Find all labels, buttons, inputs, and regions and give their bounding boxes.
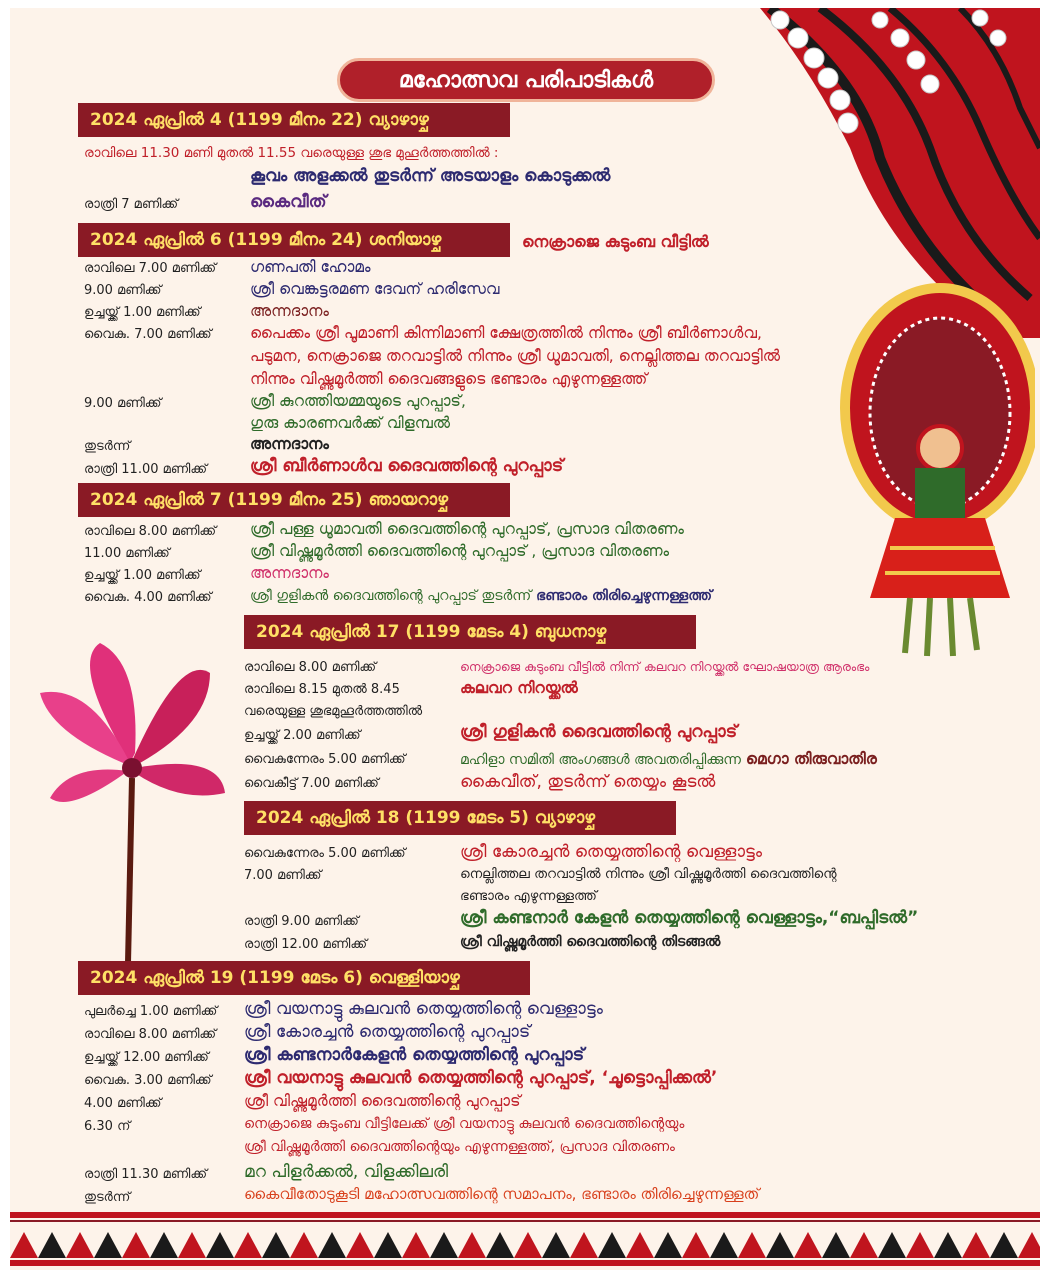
- event-text: കൂവം അളക്കൽ തുടർന്ന് അടയാളം കൊടുക്കൽ: [250, 166, 611, 186]
- event-text: ശ്രീ ബീർണാൾവ ദൈവത്തിന്റെ പുറപ്പാട്: [250, 456, 564, 476]
- border-triangle: [318, 1232, 346, 1258]
- event-text: ശ്രീ വയനാട്ടു കുലവൻ തെയ്യത്തിന്റെ വെള്ളാട്ടം: [244, 999, 603, 1019]
- time-label: 6.30 ന്: [84, 1119, 131, 1134]
- border-triangle: [94, 1232, 122, 1258]
- theyyam-figure-icon: [835, 278, 1035, 658]
- time-label: പുലർച്ചെ 1.00 മണിക്ക്: [84, 1004, 218, 1019]
- event-text: ഗുരു കാരണവർക്ക് വിളമ്പൽ: [250, 414, 451, 432]
- border-triangle: [738, 1232, 766, 1258]
- event-text: ശ്രീ വയനാട്ടു കുലവൻ തെയ്യത്തിന്റെ പുറപ്പാട്, ‘ചൂട്ടൊപ്പിക്കൽ’: [244, 1068, 718, 1088]
- border-triangle: [822, 1232, 850, 1258]
- event-text: ഭണ്ടാരം എഴുന്നള്ളത്ത്: [460, 888, 597, 904]
- time-label: രാത്രി 12.00 മണിക്ക്: [244, 937, 368, 952]
- venue-text: നെക്രാജെ കുടുംബ വീട്ടിൽ: [522, 232, 709, 251]
- time-label: വൈകീട്ട് 7.00 മണിക്ക്: [244, 776, 379, 791]
- frangipani-flower-icon: [10, 623, 250, 963]
- section-heading: 2024 ഏപ്രിൽ 6 (1199 മീനം 24) ശനിയാഴ്ച: [78, 223, 510, 257]
- event-text: ശ്രീ വിഷ്ണുമൂർത്തി ദൈവത്തിന്റെയും എഴുന്നള്ളത്ത്, പ്രസാദ വിതരണം: [244, 1139, 675, 1155]
- border-triangle: [66, 1232, 94, 1258]
- border-triangle: [262, 1232, 290, 1258]
- time-label: രാത്രി 9.00 മണിക്ക്: [244, 914, 359, 929]
- event-text: അന്നദാനം: [250, 302, 329, 320]
- border-triangle: [906, 1232, 934, 1258]
- border-triangle: [570, 1232, 598, 1258]
- border-triangle: [290, 1232, 318, 1258]
- border-triangle: [234, 1232, 262, 1258]
- border-triangle: [542, 1232, 570, 1258]
- section-heading: 2024 ഏപ്രിൽ 7 (1199 മീനം 25) ഞായറാഴ്ച: [78, 483, 510, 517]
- event-text: നെല്ലിത്തല തറവാട്ടിൽ നിന്നും ശ്രീ വിഷ്ണുമൂർത്തി ദൈവത്തിന്റെ: [460, 866, 837, 882]
- border-triangle: [1018, 1232, 1040, 1258]
- section-heading: 2024 ഏപ്രിൽ 18 (1199 മേടം 5) വ്യാഴാഴ്ച: [244, 801, 676, 835]
- event-text: [460, 750, 877, 769]
- event-text: നെക്രാജെ കുടുംബ വീട്ടിൽ നിന്ന് കലവറ നിറയ്ക്കൽ ഘോഷയാത്ര ആരംഭം: [460, 659, 870, 674]
- border-triangle: [962, 1232, 990, 1258]
- section-heading: 2024 ഏപ്രിൽ 17 (1199 മേടം 4) ബുധനാഴ്ച: [244, 615, 696, 649]
- time-label: വൈകു. 3.00 മണിക്ക്: [84, 1073, 212, 1088]
- time-label: തുടർന്ന്: [84, 439, 131, 454]
- border-triangle: [626, 1232, 654, 1258]
- border-triangle: [794, 1232, 822, 1258]
- time-label: തുടർന്ന്: [84, 1190, 131, 1205]
- border-triangle: [514, 1232, 542, 1258]
- border-triangle: [766, 1232, 794, 1258]
- event-part-bold: മെഗാ തിരുവാതിര: [745, 750, 877, 768]
- section-heading: 2024 ഏപ്രിൽ 4 (1199 മീനം 22) വ്യാഴാഴ്ച: [78, 103, 510, 137]
- event-text: ശ്രീ കണ്ടനാർകേളൻ തെയ്യത്തിന്റെ പുറപ്പാട്: [244, 1045, 585, 1065]
- event-text: [250, 586, 712, 604]
- time-label: വൈകു. 4.00 മണിക്ക്: [84, 590, 212, 605]
- time-label: 9.00 മണിക്ക്: [84, 396, 162, 411]
- border-triangle: [374, 1232, 402, 1258]
- time-label: 11.00 മണിക്ക്: [84, 546, 170, 561]
- border-triangle: [486, 1232, 514, 1258]
- event-text: ശ്രീ വിഷ്ണുമൂർത്തി ദൈവത്തിന്റെ പുറപ്പാട് , പ്രസാദ വിതരണം: [250, 542, 670, 560]
- border-triangle: [346, 1232, 374, 1258]
- event-part: മഹിളാ സമിതി അംഗങ്ങൾ അവതരിപ്പിക്കുന്ന: [460, 752, 741, 768]
- border-triangle: [10, 1232, 38, 1258]
- event-text: ശ്രീ വെങ്കട്ടരമണ ദേവന് ഹരിസേവ: [250, 280, 500, 298]
- time-label: രാവിലെ 8.15 മുതൽ 8.45: [244, 682, 400, 697]
- time-label: രാവിലെ 8.00 മണിക്ക്: [84, 524, 217, 539]
- border-triangle: [990, 1232, 1018, 1258]
- event-text: കൈവീതോടുകൂടി മഹോത്സവത്തിന്റെ സമാപനം, ഭണ്ടാരം തിരിച്ചെഴുന്നള്ളത്: [244, 1185, 760, 1203]
- event-text: ശ്രീ കോരച്ചൻ തെയ്യത്തിന്റെ വെള്ളാട്ടം: [460, 842, 763, 862]
- time-label: 9.00 മണിക്ക്: [84, 283, 162, 298]
- event-text: ശ്രീ കോരച്ചൻ തെയ്യത്തിന്റെ പുറപ്പാട്: [244, 1022, 531, 1042]
- time-label: വൈകു. 7.00 മണിക്ക്: [84, 327, 212, 342]
- event-text: അന്നദാനം: [250, 564, 329, 582]
- border-triangle: [654, 1232, 682, 1258]
- time-label: ഉച്ചയ്ക്ക് 12.00 മണിക്ക്: [84, 1050, 209, 1065]
- time-label: രാവിലെ 8.00 മണിക്ക്: [244, 660, 377, 675]
- time-label: വൈകുന്നേരം 5.00 മണിക്ക്: [244, 846, 406, 861]
- time-label: വൈകുന്നേരം 5.00 മണിക്ക്: [244, 752, 406, 767]
- event-text: ശ്രീ വിഷ്ണുമൂർത്തി ദൈവത്തിന്റെ തിടങ്ങൽ: [460, 934, 721, 950]
- poster-page: [10, 8, 1040, 1270]
- event-text: ശ്രീ കുറത്തിയമ്മയുടെ പുറപ്പാട്,: [250, 392, 466, 410]
- event-text: ശ്രീ ഗുളികൻ ദൈവത്തിന്റെ പുറപ്പാട്: [460, 722, 738, 742]
- event-part-bold: ഭണ്ടാരം തിരിച്ചെഴുന്നള്ളത്ത്: [536, 588, 712, 604]
- event-part: ശ്രീ ഗുളികൻ ദൈവത്തിന്റെ പുറപ്പാട് തുടർന്ന്: [250, 588, 532, 604]
- event-text: അന്നദാനം: [250, 435, 329, 453]
- time-label: ഉച്ചയ്ക്ക് 2.00 മണിക്ക്: [244, 728, 361, 743]
- time-label: രാത്രി 11.00 മണിക്ക്: [84, 462, 208, 477]
- border-triangle: [934, 1232, 962, 1258]
- border-triangle: [850, 1232, 878, 1258]
- event-text: നിന്നും വിഷ്ണുമൂർത്തി ദൈവങ്ങളുടെ ഭണ്ടാരം എഴുന്നള്ളത്ത്: [250, 370, 648, 388]
- event-text: ശ്രീ വിഷ്ണുമൂർത്തി ദൈവത്തിന്റെ പുറപ്പാട്: [244, 1092, 521, 1110]
- time-label: രാവിലെ 7.00 മണിക്ക്: [84, 261, 217, 276]
- event-text: കലവറ നിറയ്ക്കൽ: [460, 679, 578, 697]
- time-label: 7.00 മണിക്ക്: [244, 868, 322, 883]
- event-text: ഗണപതി ഹോമം: [250, 258, 371, 276]
- border-triangle: [878, 1232, 906, 1258]
- triangle-border-icon: [10, 1208, 1040, 1270]
- border-triangle: [682, 1232, 710, 1258]
- border-triangle: [178, 1232, 206, 1258]
- border-triangle: [710, 1232, 738, 1258]
- time-label: ഉച്ചയ്ക്ക് 1.00 മണിക്ക്: [84, 305, 201, 320]
- time-label: 4.00 മണിക്ക്: [84, 1096, 162, 1111]
- border-triangle: [430, 1232, 458, 1258]
- section-heading: 2024 ഏപ്രിൽ 19 (1199 മേടം 6) വെള്ളിയാഴ്ച: [78, 961, 530, 995]
- border-triangle: [402, 1232, 430, 1258]
- time-label: വരെയുള്ള ശുഭമുഹൂർത്തത്തിൽ: [244, 704, 423, 719]
- time-label: രാത്രി 11.30 മണിക്ക്: [84, 1167, 208, 1182]
- event-text: കൈവീത്: [250, 192, 327, 212]
- border-triangle: [458, 1232, 486, 1258]
- event-text: ശ്രീ പള്ള ധൂമാവതി ദൈവത്തിന്റെ പുറപ്പാട്, പ്രസാദ വിതരണം: [250, 520, 684, 538]
- event-text: പൈക്കം ശ്രീ പൂമാണി കിന്നിമാണി ക്ഷേത്രത്തിൽ നിന്നും ശ്രീ ബീർണാൾവ,: [250, 324, 762, 342]
- time-label: ഉച്ചയ്ക്ക് 1.00 മണിക്ക്: [84, 568, 201, 583]
- event-text: കൈവീത്, തുടർന്ന് തെയ്യം കൂടൽ: [460, 772, 716, 792]
- time-label: രാവിലെ 8.00 മണിക്ക്: [84, 1027, 217, 1042]
- border-triangle: [206, 1232, 234, 1258]
- border-triangle: [150, 1232, 178, 1258]
- event-text: ശ്രീ കണ്ടനാർ കേളൻ തെയ്യത്തിന്റെ വെള്ളാട്ടം,“ബപ്പിടൽ”: [460, 908, 919, 928]
- event-text: മറ പിളർക്കൽ, വിളക്കിലരി: [244, 1162, 449, 1182]
- border-triangle: [598, 1232, 626, 1258]
- border-triangle: [122, 1232, 150, 1258]
- time-label: രാത്രി 7 മണിക്ക്: [84, 197, 179, 212]
- page-title: മഹോത്സവ പരിപാടികൾ: [337, 58, 715, 102]
- event-text: പടുമന, നെക്രാജെ തറവാട്ടിൽ നിന്നും ശ്രീ ധൂമാവതി, നെല്ലിത്തല തറവാട്ടിൽ: [250, 347, 780, 365]
- event-text: നെക്രാജെ കുടുംബ വീട്ടിലേക്ക് ശ്രീ വയനാട്ടു കുലവൻ ദൈവത്തിന്റെയും: [244, 1116, 685, 1132]
- section-intro: രാവിലെ 11.30 മണി മുതൽ 11.55 വരെയുള്ള ശുഭ മുഹൂർത്തത്തിൽ :: [84, 145, 499, 161]
- border-triangle: [38, 1232, 66, 1258]
